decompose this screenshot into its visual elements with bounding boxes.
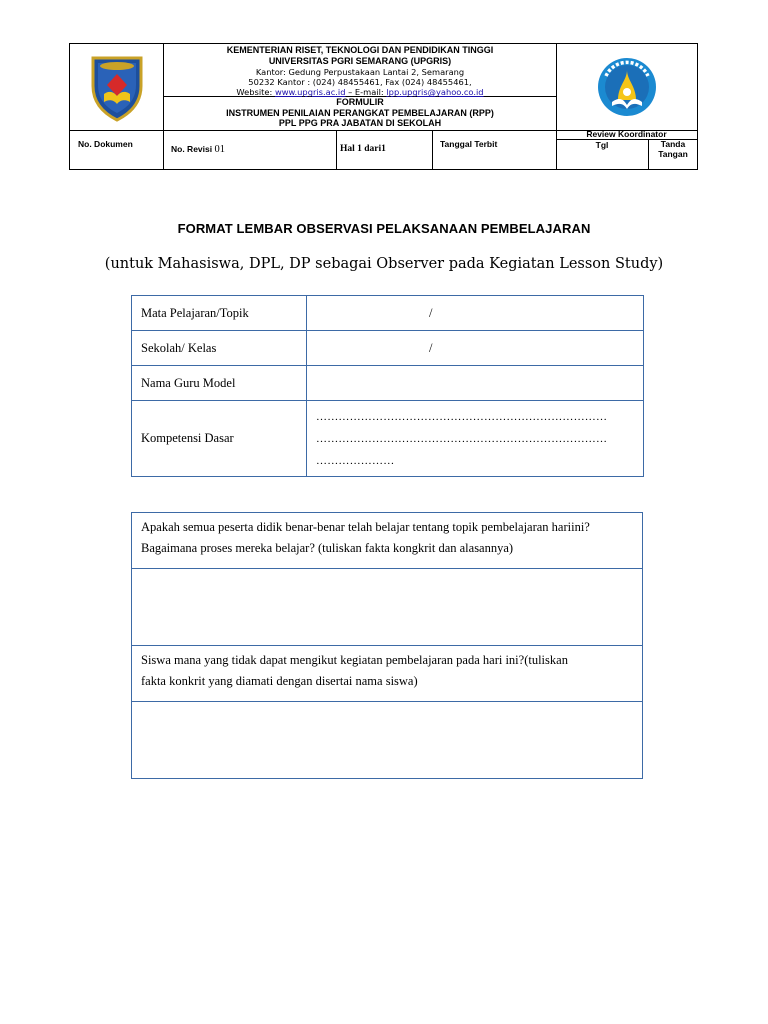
no-revisi-value: 01 xyxy=(214,144,225,155)
field-separator: / xyxy=(429,340,433,355)
office-address: Kantor: Gedung Perpustakaan Lantai 2, Semarang xyxy=(255,67,465,77)
tut-wuri-handayani-icon xyxy=(596,56,658,118)
contact-line xyxy=(164,87,556,97)
mata-pelajaran-field[interactable] xyxy=(307,296,644,331)
phone-fax: 50232 Kantor : (024) 48455461, Fax (024) 48455461, xyxy=(248,77,472,87)
answer-field[interactable] xyxy=(132,569,643,646)
question-cell xyxy=(132,513,643,569)
dotted-line: …………………………………………………………………… xyxy=(316,432,608,445)
field-separator: / xyxy=(429,305,433,320)
tanggal-terbit-label: Tanggal Terbit xyxy=(440,139,498,149)
table-row xyxy=(132,702,643,779)
nama-guru-field[interactable] xyxy=(307,366,644,401)
upgris-logo xyxy=(70,44,163,130)
sekolah-kelas-label: Sekolah/ Kelas xyxy=(132,331,307,366)
kompetensi-dasar-label: Kompetensi Dasar xyxy=(132,401,307,477)
no-revisi xyxy=(171,144,225,155)
answer-field[interactable] xyxy=(132,702,643,779)
website-link[interactable]: www.upgris.ac.id xyxy=(274,87,346,97)
table-row xyxy=(132,646,643,702)
mata-pelajaran-label: Mata Pelajaran/Topik xyxy=(132,296,307,331)
question-text: Bagaimana proses mereka belajar? (tuliskan fakta kongkrit dan alasannya) xyxy=(141,541,514,555)
question-cell xyxy=(132,646,643,702)
upgris-shield-icon xyxy=(89,52,145,122)
tanda-tangan-label: Tanda Tangan xyxy=(658,139,688,159)
nama-guru-label: Nama Guru Model xyxy=(132,366,307,401)
document-header-table xyxy=(69,43,698,170)
document-subtitle: (untuk Mahasiswa, DPL, DP sebagai Observer pada Kegiatan Lesson Study) xyxy=(104,256,664,272)
form-subtitle: PPL PPG PRA JABATAN DI SEKOLAH xyxy=(278,118,442,128)
table-row xyxy=(132,513,643,569)
university-name: UNIVERSITAS PGRI SEMARANG (UPGRIS) xyxy=(268,56,452,66)
institution-info xyxy=(164,44,556,97)
header-divider xyxy=(336,130,337,169)
tut-wuri-handayani-logo xyxy=(556,44,697,130)
page-count: Hal 1 dari1 xyxy=(340,144,386,154)
review-koordinator-label: Review Koordinator xyxy=(586,129,667,139)
table-row xyxy=(132,296,644,331)
website-label: Website: xyxy=(236,87,275,97)
document-title: FORMAT LEMBAR OBSERVASI PELAKSANAAN PEMBELAJARAN xyxy=(177,221,591,236)
dotted-line: ………………… xyxy=(316,454,395,467)
no-revisi-label: No. Revisi xyxy=(171,144,215,154)
ministry-name: KEMENTERIAN RISET, TEKNOLOGI DAN PENDIDIKAN TINGGI xyxy=(226,45,494,55)
sekolah-kelas-field[interactable] xyxy=(307,331,644,366)
table-row xyxy=(132,331,644,366)
table-row xyxy=(132,366,644,401)
form-title: INSTRUMEN PENILAIAN PERANGKAT PEMBELAJARAN (RPP) xyxy=(226,107,494,118)
table-row xyxy=(132,569,643,646)
email-label: – E-mail: xyxy=(345,87,387,97)
question-text: fakta konkrit yang diamati dengan disertai nama siswa) xyxy=(141,674,418,688)
no-dokumen-label: No. Dokumen xyxy=(78,139,133,149)
email-link[interactable]: lpp.upgris@yahoo.co.id xyxy=(386,87,484,97)
header-divider xyxy=(432,130,433,169)
tgl-label: Tgl xyxy=(595,140,609,150)
observation-question-table xyxy=(131,645,643,779)
table-row xyxy=(132,401,644,477)
form-label: FORMULIR xyxy=(336,97,384,107)
kompetensi-dasar-field[interactable] xyxy=(307,401,644,477)
lesson-info-table xyxy=(131,295,644,477)
observation-question-table xyxy=(131,512,643,646)
form-heading xyxy=(164,97,556,129)
header-divider xyxy=(648,139,649,169)
question-text: Apakah semua peserta didik benar-benar telah belajar tentang topik pembelajaran hariini? xyxy=(141,520,590,534)
dotted-line: …………………………………………………………………… xyxy=(316,410,608,423)
question-text: Siswa mana yang tidak dapat mengikut kegiatan pembelajaran pada hari ini?(tuliskan xyxy=(141,653,568,667)
